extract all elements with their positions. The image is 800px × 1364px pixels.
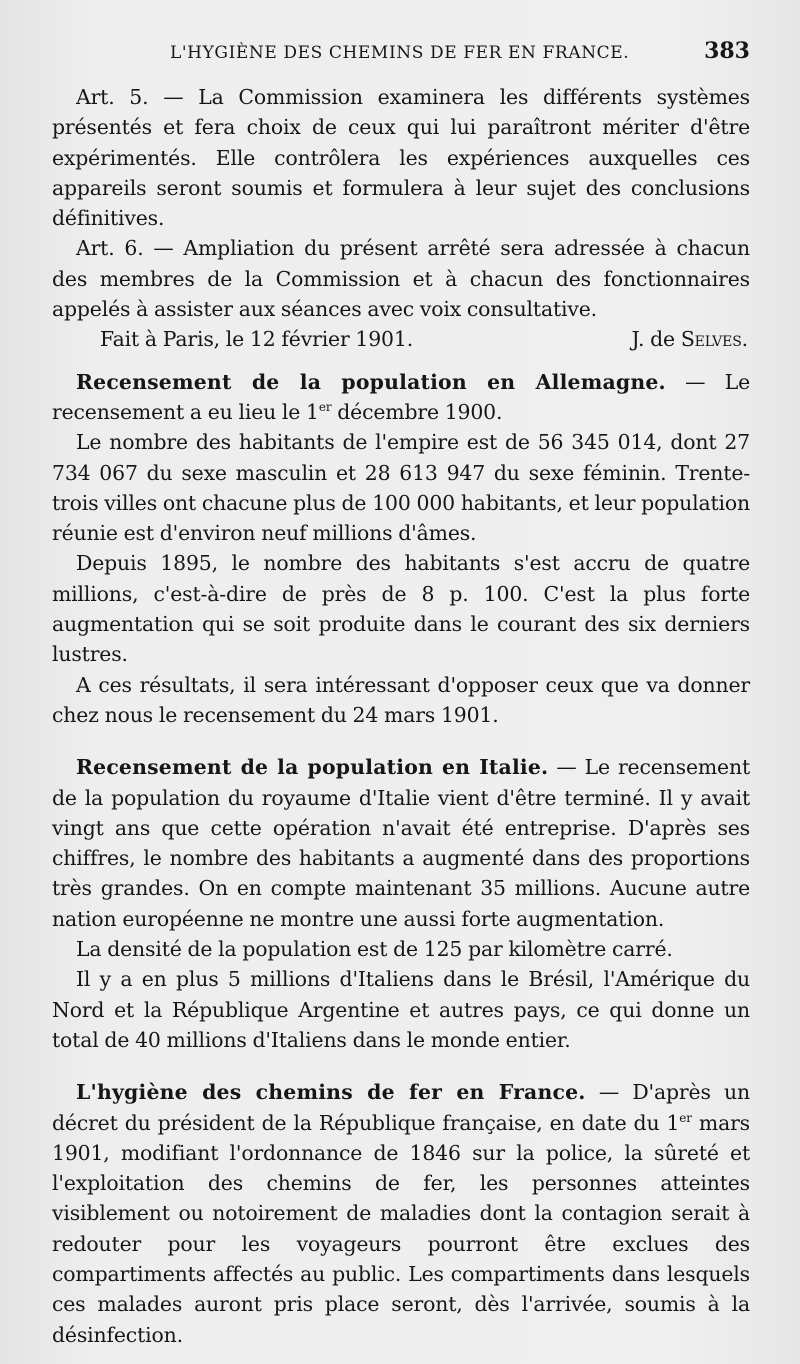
hygiene-lead-superscript: er (679, 1110, 692, 1125)
hygiene-lead-text-end: mars 1901, modifiant l'ordonnance de 1846 sur la police, la sûreté et l'exploitation des chemins de fer, les personnes atteintes visiblement ou notoirement de maladies dont la contagion serait à redouter pour les voyageurs pourront être exclues des compartiments affectés au public. Les compartiments dans lesquels ces malades auront pris place seront, dès l'arrivée, soumis à la désinfection. (52, 1110, 750, 1347)
hygiene-lead-text: — D'après un décret du président de la République française, en date du 1 (52, 1080, 750, 1135)
italy-lead-text: — Le recensement de la population du royaume d'Italie vient d'être terminé. Il y avait vingt ans que cette opération n'avait été entreprise. D'après ses chiffres, le nombre des habitants a augmenté dans des proportions très grandes. On en compte maintenant 35 millions. Aucune autre nation européenne ne montre une aussi forte augmentation. (52, 755, 750, 931)
germany-lead-text-end: décembre 1900. (331, 399, 503, 424)
signatory-initial: J. de (631, 327, 681, 352)
running-title: L'HYGIÈNE DES CHEMINS DE FER EN FRANCE. (170, 43, 630, 63)
article-6-text: — Ampliation du présent arrêté sera adressée à chacun des membres de la Commission et à chacun des fonctionnaires appelés à assister aux séances avec voix consultative. (52, 236, 750, 322)
germany-paragraph-2: Depuis 1895, le nombre des habitants s'est accru de quatre millions, c'est-à-dire de près de 8 p. 100. C'est la plus forte augmentation qui se soit produite dans le courant des six derniers lustres. (52, 551, 750, 667)
italy-heading: Recensement de la population en Italie. (76, 755, 549, 780)
hygiene-heading: L'hygiène des chemins de fer en France. (76, 1080, 586, 1105)
page-body (52, 82, 750, 1350)
article-5-number: Art. 5. (76, 85, 149, 109)
germany-lead-text: — Le recensement a eu lieu le 1 (52, 369, 750, 424)
italy-lead (52, 752, 750, 934)
section-spacer (52, 730, 750, 752)
article-6-number: Art. 6. (76, 236, 144, 261)
germany-lead-superscript: er (318, 399, 332, 414)
germany-paragraph-3: A ces résultats, il sera intéressant d'opposer ceux que va donner chez nous le recensement du 24 mars 1901. (52, 672, 750, 727)
italy-paragraph-1: La densité de la population est de 125 par kilomètre carré. (76, 937, 673, 962)
germany-paragraph-1: Le nombre des habitants de l'empire est de 56 345 014, dont 27 734 067 du sexe masculin et 28 613 947 du sexe féminin. Trente-trois villes ont chacune plus de 100 000 habitants, et leur population réunie est d'environ neuf millions d'âmes. (52, 430, 750, 546)
running-head (52, 38, 750, 82)
article-5-text: — La Commission examinera les différents systèmes présentés et fera choix de ceux qui lui paraîtront mériter d'être expérimentés. Elle contrôlera les expériences auxquelles ces appareils seront soumis et formulera à leur sujet des conclusions définitives. (52, 85, 750, 231)
page-number: 383 (704, 38, 750, 64)
italy-paragraph-2: Il y a en plus 5 millions d'Italiens dans le Brésil, l'Amérique du Nord et la République Argentine et autres pays, ce qui donne un total de 40 millions d'Italiens dans le monde entier. (52, 967, 750, 1052)
signed-place-date: Fait à Paris, le 12 février 1901. (100, 327, 414, 352)
germany-heading: Recensement de la population en Allemagne. (76, 369, 666, 394)
signature-line (52, 324, 750, 354)
hygiene-lead (52, 1077, 750, 1350)
article-6 (52, 233, 750, 324)
article-5 (52, 82, 750, 233)
signatory (608, 324, 748, 354)
signatory-name: Selves. (680, 327, 748, 352)
germany-lead (52, 367, 750, 428)
section-spacer (52, 355, 750, 367)
section-spacer (52, 1055, 750, 1077)
